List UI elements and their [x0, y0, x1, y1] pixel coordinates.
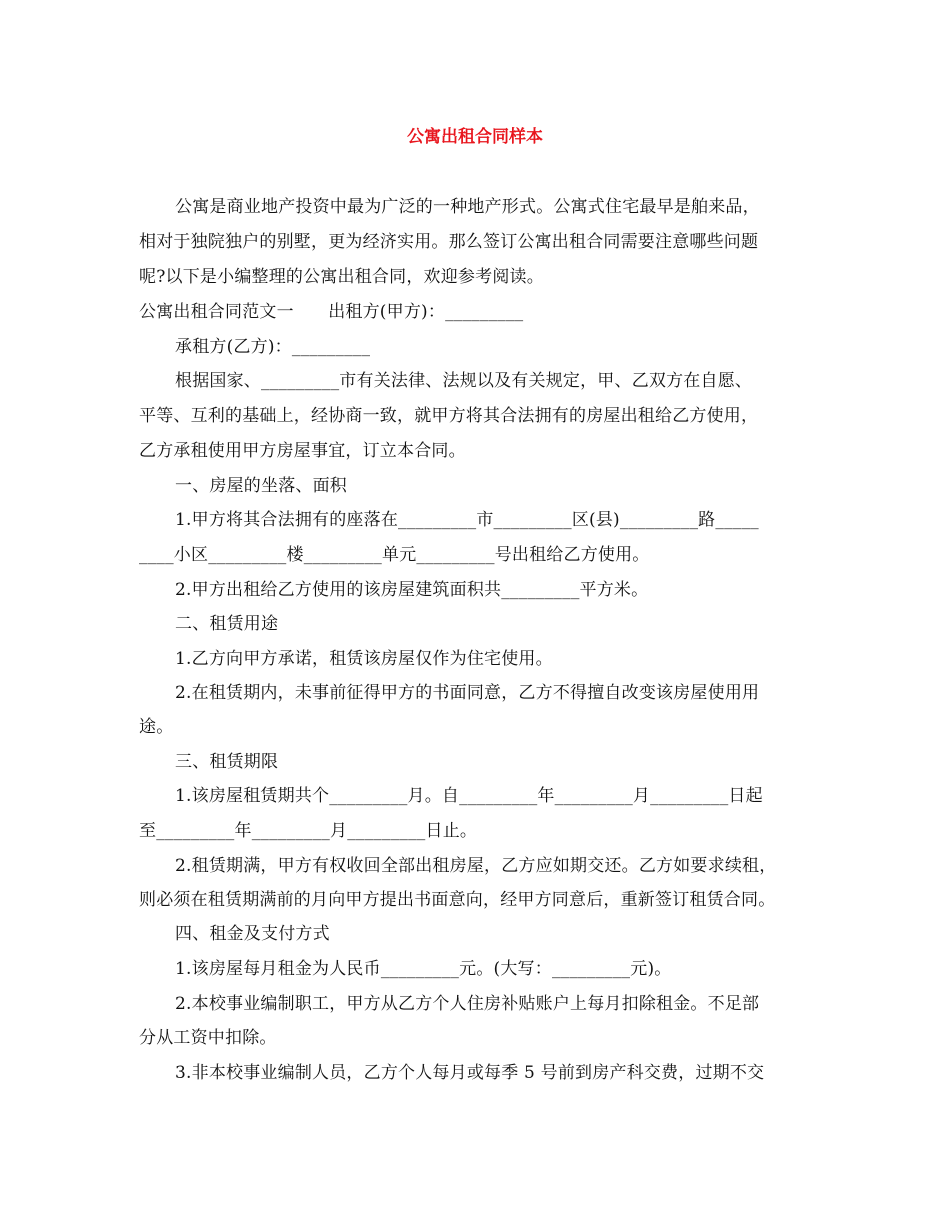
paragraph-line: 公寓是商业地产投资中最为广泛的一种地产形式。公寓式住宅最早是舶来品， — [175, 197, 760, 217]
section-heading: 二、租赁用途 — [175, 614, 279, 634]
paragraph-line: 平等、互利的基础上，经协商一致，就甲方将其合法拥有的房屋出租给乙方使用， — [139, 406, 759, 426]
paragraph-line: 2.在租赁期内，未事前征得甲方的书面同意，乙方不得擅自改变该房屋使用用 — [175, 683, 760, 703]
paragraph-line: 相对于独院独户的别墅，更为经济实用。那么签订公寓出租合同需要注意哪些问题 — [139, 232, 759, 252]
paragraph-line: 1.甲方将其合法拥有的座落在_________市_________区(县)_________路_____ — [175, 510, 759, 530]
paragraph-line: 乙方承租使用甲方房屋事宜，订立本合同。 — [139, 441, 466, 461]
paragraph-line: 则必须在租赁期满前的月向甲方提出书面意向，经甲方同意后，重新签订租赁合同。 — [139, 890, 776, 910]
sample-heading-line: 公寓出租合同范文一 出租方(甲方)：_________ — [139, 302, 524, 322]
paragraph-line: 承租方(乙方)：_________ — [175, 337, 371, 357]
paragraph-line: 至_________年_________月_________日止。 — [139, 821, 478, 841]
paragraph-line: 途。 — [139, 717, 174, 737]
section-heading: 三、租赁期限 — [175, 752, 279, 772]
paragraph-line: 根据国家、_________市有关法律、法规以及有关规定，甲、乙双方在自愿、 — [175, 371, 753, 391]
paragraph-line: 1.该房屋每月租金为人民币_________元。(大写：_________元)。 — [175, 959, 672, 979]
paragraph-line: 2.本校事业编制职工，甲方从乙方个人住房补贴账户上每月扣除租金。不足部 — [175, 994, 760, 1014]
paragraph-line: 2.租赁期满，甲方有权收回全部出租房屋，乙方应如期交还。乙方如要求续租， — [175, 856, 777, 876]
paragraph-line: 1.该房屋租赁期共个_________月。自_________年_________月_________日起 — [175, 786, 763, 806]
section-heading: 一、房屋的坐落、面积 — [175, 476, 347, 496]
paragraph-line: 1.乙方向甲方承诺，租赁该房屋仅作为住宅使用。 — [175, 649, 553, 669]
paragraph-line: 呢?以下是小编整理的公寓出租合同，欢迎参考阅读。 — [139, 267, 544, 287]
paragraph-line: 3.非本校事业编制人员，乙方个人每月或每季 5 号前到房产科交费，过期不交 — [175, 1063, 765, 1083]
paragraph-line: 分从工资中扣除。 — [139, 1028, 277, 1048]
paragraph-line: ____小区_________楼_________单元_________号出租给乙方使用。 — [139, 545, 650, 565]
section-heading: 四、租金及支付方式 — [175, 924, 330, 944]
paragraph-line: 2.甲方出租给乙方使用的该房屋建筑面积共_________平方米。 — [175, 580, 649, 600]
document-title: 公寓出租合同样本 — [407, 127, 543, 147]
